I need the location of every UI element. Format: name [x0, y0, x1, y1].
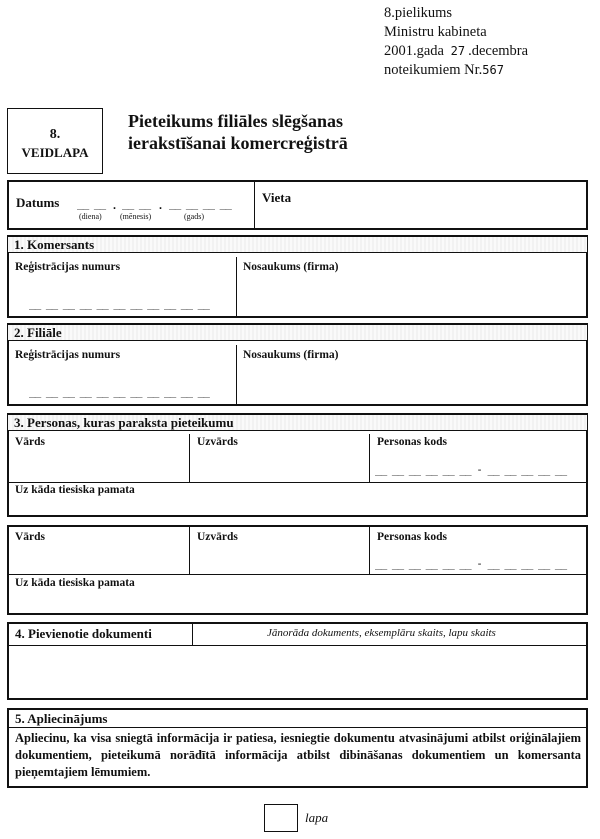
person-1-id-label: Personas kods [377, 436, 447, 448]
date-month-field[interactable]: __ __ [122, 197, 151, 210]
section-3-header: 3. Personas, kuras paraksta pieteikumu [7, 414, 588, 431]
section-2-reg-label: Reģistrācijas numurs [15, 349, 121, 361]
annex-line-4: noteikumiem Nr.567 [384, 62, 504, 78]
annex-line-2: Ministru kabineta [384, 24, 487, 40]
section-1-header: 1. Komersants [7, 236, 588, 253]
form-number: 8. [49, 127, 61, 142]
page-label: lapa [305, 810, 329, 825]
section-4-hint: Jānorāda dokuments, eksemplāru skaits, lapu skaits [267, 627, 496, 639]
annex-line-1: 8.pielikums [384, 5, 453, 21]
section-2-reg-field[interactable]: __ __ __ __ __ __ __ __ __ __ __ [29, 385, 209, 398]
person-2-basis-label: Uz kāda tiesiska pamata [15, 577, 135, 589]
person-2-last-name-label: Uzvārds [197, 531, 238, 543]
person-1-first-name-label: Vārds [15, 436, 46, 448]
annex-header [384, 4, 528, 80]
section-3-person-2-box [7, 525, 588, 615]
annex-day: 27 [450, 44, 466, 58]
section-5-statement: Apliecinu, ka visa sniegtā informācija ir patiesa, iesniegtie dokumentu atvasinājumi atbilst oriģinālajiem dokumentiem, pieteikumā norādītā informācija atbilst dibināšanas dokumentiem un komersanta pieņemtajiem lēmumiem. [15, 731, 581, 779]
section-4-box [7, 622, 588, 700]
date-place-box: Datums __ __ . __ __ . __ __ __ __ (diena) (mēnesis) (gads) Vieta [7, 180, 588, 230]
date-label: Datums [16, 195, 60, 210]
section-4-header: 4. Pievienotie dokumenti [15, 626, 152, 641]
date-day-field[interactable]: __ __ [77, 197, 106, 210]
person-2-id-label: Personas kods [377, 531, 447, 543]
section-1-name-label: Nosaukums (firma) [243, 261, 339, 273]
section-5-box [7, 708, 588, 788]
form-label: VEIDLAPA [21, 145, 89, 160]
person-1-id-field[interactable]: __ __ __ __ __ __ - __ __ __ __ __ [375, 463, 567, 476]
section-5-header: 5. Apliecinājums [15, 711, 108, 726]
section-2-header: 2. Filiāle [7, 324, 588, 341]
day-hint: (diena) [79, 212, 102, 221]
page-count-box[interactable] [264, 804, 298, 832]
annex-line-3: 2001.gada 27 .decembra [384, 43, 529, 59]
person-1-basis-label: Uz kāda tiesiska pamata [15, 484, 135, 496]
person-2-first-name-label: Vārds [15, 531, 46, 543]
date-year-field[interactable]: __ __ __ __ [169, 197, 231, 210]
section-1-reg-field[interactable]: __ __ __ __ __ __ __ __ __ __ __ [29, 297, 209, 310]
section-2-name-label: Nosaukums (firma) [243, 349, 339, 361]
month-hint: (mēnesis) [120, 212, 152, 221]
place-label: Vieta [262, 190, 292, 205]
form-number-box [7, 108, 103, 174]
annex-number: 567 [482, 63, 504, 77]
section-1-reg-label: Reģistrācijas numurs [15, 261, 121, 273]
person-1-last-name-label: Uzvārds [197, 436, 238, 448]
form-title: Pieteikums filiāles slēgšanas ierakstīšanai komercreģistrā [128, 111, 348, 153]
year-hint: (gads) [184, 212, 204, 221]
person-2-id-field[interactable]: __ __ __ __ __ __ - __ __ __ __ __ [375, 557, 567, 570]
